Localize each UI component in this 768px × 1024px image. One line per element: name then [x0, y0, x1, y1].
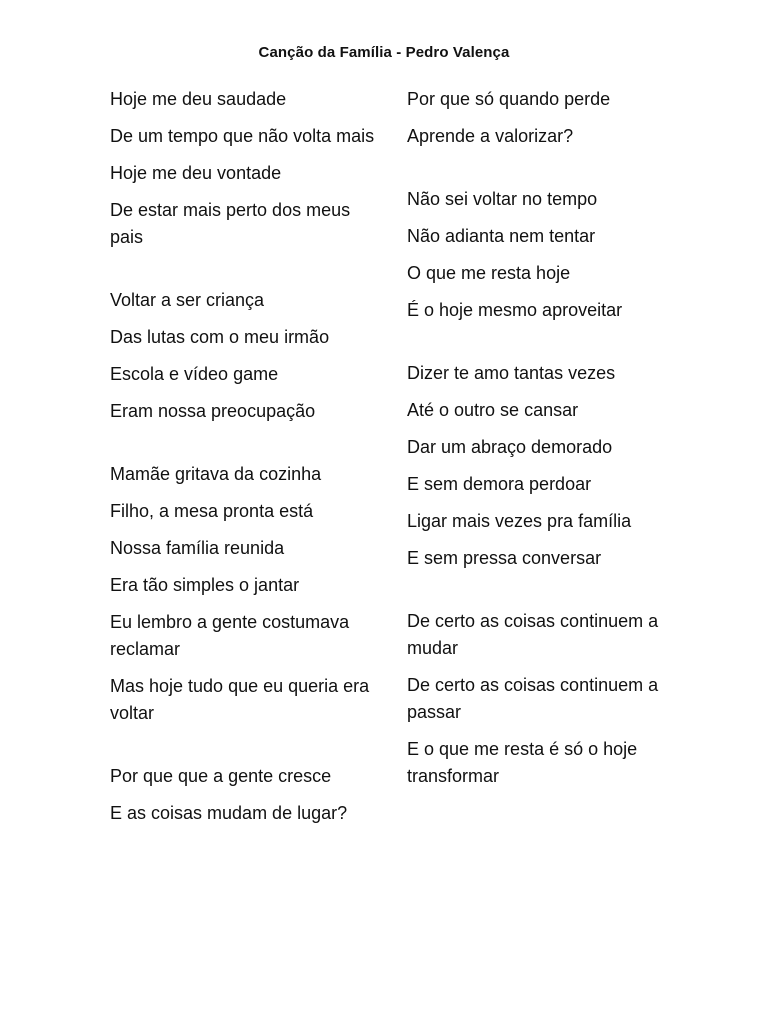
- lyric-line: Ligar mais vezes pra família: [407, 511, 632, 531]
- lyric-line: Eram nossa preocupação: [110, 401, 316, 421]
- lyric-line: De certo as coisas continuem a mudar: [407, 611, 659, 658]
- lyric-line: De certo as coisas continuem a passar: [407, 675, 659, 722]
- lyric-line: Filho, a mesa pronta está: [110, 501, 314, 521]
- lyric-line: Dar um abraço demorado: [407, 437, 613, 457]
- lyrics-column-right: [407, 86, 677, 800]
- document-title: Canção da Família - Pedro Valença: [258, 44, 510, 61]
- lyric-line: Mamãe gritava da cozinha: [110, 464, 322, 484]
- lyric-line: E as coisas mudam de lugar?: [110, 803, 348, 823]
- lyric-line: Não sei voltar no tempo: [407, 189, 598, 209]
- lyric-line: Por que só quando perde: [407, 89, 611, 109]
- lyric-line: E o que me resta é só o hoje transformar: [407, 739, 638, 786]
- lyric-line: Hoje me deu vontade: [110, 163, 282, 183]
- lyric-line: Até o outro se cansar: [407, 400, 579, 420]
- lyric-line: Eu lembro a gente costumava reclamar: [110, 612, 350, 659]
- lyric-line: Por que que a gente cresce: [110, 766, 332, 786]
- lyric-line: O que me resta hoje: [407, 263, 571, 283]
- lyric-line: Dizer te amo tantas vezes: [407, 363, 616, 383]
- lyric-line: E sem demora perdoar: [407, 474, 592, 494]
- lyric-line: Escola e vídeo game: [110, 364, 279, 384]
- lyric-line: Das lutas com o meu irmão: [110, 327, 330, 347]
- lyric-line: De estar mais perto dos meus pais: [110, 200, 351, 247]
- lyric-line: Aprende a valorizar?: [407, 126, 574, 146]
- lyric-line: Voltar a ser criança: [110, 290, 265, 310]
- lyric-line: De um tempo que não volta mais: [110, 126, 375, 146]
- lyric-line: Nossa família reunida: [110, 538, 285, 558]
- lyrics-column-left: [110, 86, 380, 837]
- lyric-line: Era tão simples o jantar: [110, 575, 300, 595]
- lyric-line: Mas hoje tudo que eu queria era voltar: [110, 676, 370, 723]
- lyric-line: É o hoje mesmo aproveitar: [407, 300, 623, 320]
- lyric-line: Hoje me deu saudade: [110, 89, 287, 109]
- lyric-line: E sem pressa conversar: [407, 548, 602, 568]
- lyric-line: Não adianta nem tentar: [407, 226, 596, 246]
